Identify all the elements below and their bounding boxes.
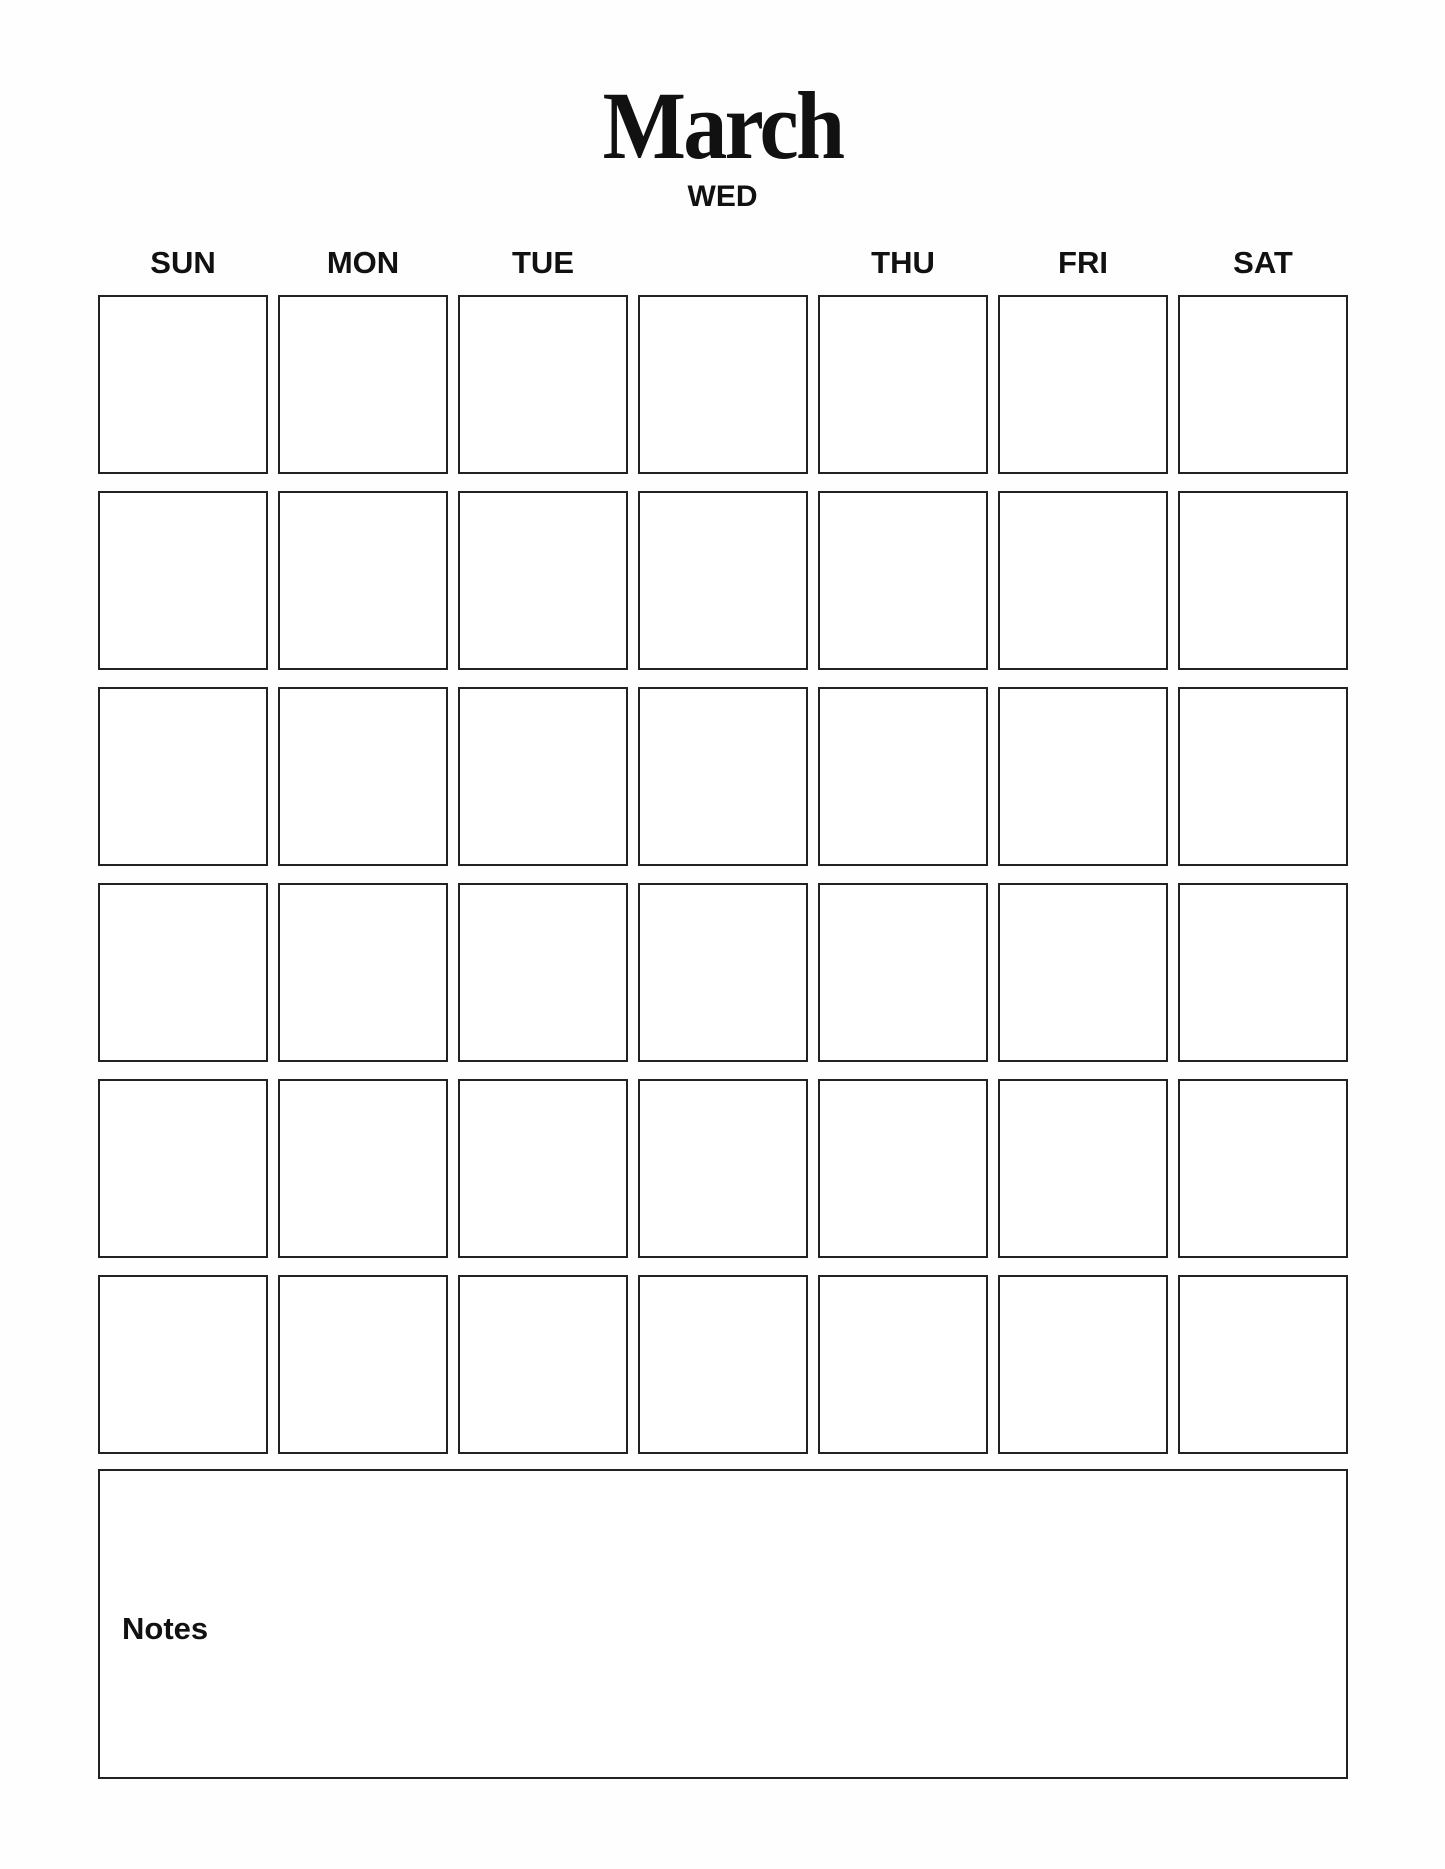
day-cell[interactable] — [458, 1275, 628, 1454]
day-cell[interactable] — [998, 1079, 1168, 1258]
month-title: March — [602, 72, 843, 179]
day-cell[interactable] — [278, 1079, 448, 1258]
day-cell[interactable] — [458, 687, 628, 866]
weekday-sun: SUN — [150, 245, 216, 280]
day-cell[interactable] — [458, 883, 628, 1062]
day-cell[interactable] — [98, 1275, 268, 1454]
month-subtitle: WED — [687, 180, 758, 213]
day-cell[interactable] — [1178, 1079, 1348, 1258]
day-cell[interactable] — [998, 491, 1168, 670]
day-cell[interactable] — [1178, 883, 1348, 1062]
day-cell[interactable] — [1178, 1275, 1348, 1454]
day-cell[interactable] — [278, 295, 448, 474]
day-cell[interactable] — [818, 1079, 988, 1258]
day-cell[interactable] — [278, 491, 448, 670]
day-cell[interactable] — [638, 687, 808, 866]
day-cell[interactable] — [818, 1275, 988, 1454]
day-cell[interactable] — [458, 1079, 628, 1258]
day-cell[interactable] — [98, 295, 268, 474]
day-cell[interactable] — [458, 295, 628, 474]
day-cell[interactable] — [638, 883, 808, 1062]
day-cell[interactable] — [458, 491, 628, 670]
day-cell[interactable] — [998, 295, 1168, 474]
day-cell[interactable] — [818, 295, 988, 474]
day-cell[interactable] — [98, 1079, 268, 1258]
weekday-fri: FRI — [1058, 245, 1108, 280]
day-cell[interactable] — [278, 1275, 448, 1454]
day-cell[interactable] — [998, 883, 1168, 1062]
day-cell[interactable] — [638, 1275, 808, 1454]
weekday-wed — [638, 245, 808, 281]
day-cell[interactable] — [638, 1079, 808, 1258]
day-cell[interactable] — [1178, 295, 1348, 474]
weekday-tue: TUE — [512, 245, 574, 280]
weekday-header-row — [98, 245, 1348, 281]
day-cell[interactable] — [98, 883, 268, 1062]
day-cell[interactable] — [98, 687, 268, 866]
day-cell[interactable] — [1178, 687, 1348, 866]
calendar-grid — [98, 295, 1348, 1454]
day-cell[interactable] — [278, 883, 448, 1062]
day-cell[interactable] — [1178, 491, 1348, 670]
day-cell[interactable] — [638, 295, 808, 474]
day-cell[interactable] — [98, 491, 268, 670]
notes-label: Notes — [122, 1611, 209, 1646]
weekday-mon: MON — [326, 245, 400, 280]
day-cell[interactable] — [818, 687, 988, 866]
day-cell[interactable] — [998, 1275, 1168, 1454]
day-cell[interactable] — [818, 491, 988, 670]
day-cell[interactable] — [998, 687, 1168, 866]
day-cell[interactable] — [818, 883, 988, 1062]
notes-box[interactable] — [98, 1469, 1348, 1779]
weekday-thu: THU — [871, 245, 935, 280]
weekday-sat: SAT — [1233, 245, 1293, 280]
day-cell[interactable] — [638, 491, 808, 670]
day-cell[interactable] — [278, 687, 448, 866]
